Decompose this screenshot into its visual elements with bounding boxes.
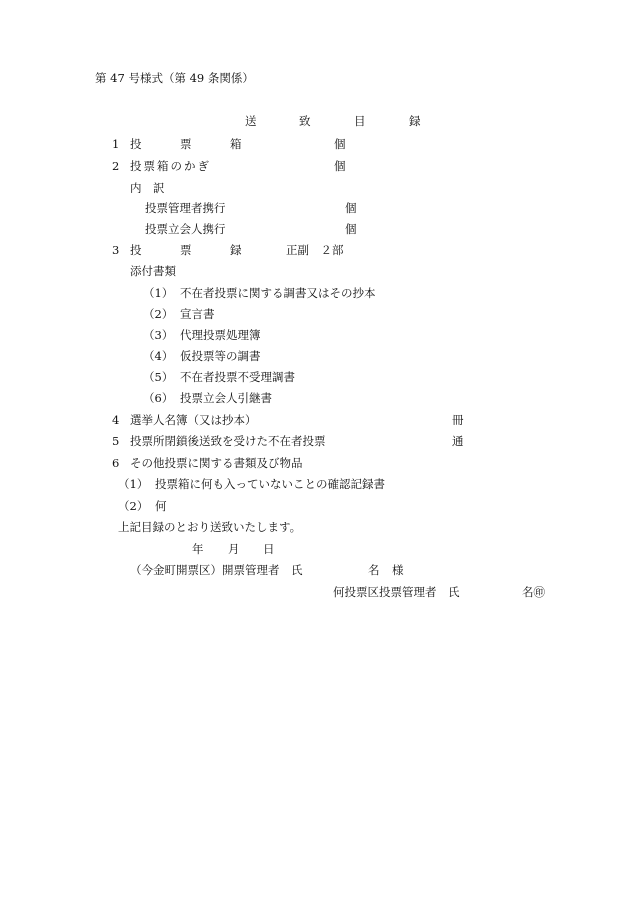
attachment-text: 投票立会人引継書 — [180, 391, 272, 405]
breakdown-label: 内 訳 — [130, 181, 165, 195]
attachments-label: 添付書類 — [130, 264, 176, 278]
item-2-number: 2 — [112, 159, 120, 173]
item-3-number: 3 — [112, 243, 120, 257]
sender-text: 何投票区投票管理者 氏 — [333, 585, 460, 599]
closing-statement: 上記目録のとおり送致いたします。 — [118, 520, 302, 534]
item-4-number: 4 — [112, 413, 120, 427]
sub-item-text: 投票箱に何も入っていないことの確認記録書 — [155, 477, 385, 491]
item-2-label: 投票箱のかぎ — [130, 159, 211, 173]
title-char-4: 録 — [409, 114, 421, 128]
item-3-label-char-1: 投 — [130, 243, 142, 257]
sub-item-number: （1） — [118, 477, 149, 491]
item-3-label-char-2: 票 — [180, 243, 192, 257]
title-char-1: 送 — [245, 114, 257, 128]
sub-item-text: 何 — [155, 499, 167, 513]
item-1-number: 1 — [112, 137, 120, 151]
item-5-number: 5 — [112, 434, 120, 448]
title-char-3: 目 — [354, 114, 366, 128]
item-5-unit: 通 — [452, 434, 464, 448]
attachment-number: （6） — [143, 391, 174, 405]
sub-item-number: （2） — [118, 499, 149, 513]
attachment-number: （3） — [143, 328, 174, 342]
attachment-text: 不在者投票に関する調書又はその抄本 — [180, 286, 376, 300]
attachment-number: （2） — [143, 307, 174, 321]
recipient-honorific: 様 — [392, 563, 404, 577]
breakdown-row-1-unit: 個 — [345, 201, 357, 215]
item-1-unit: 個 — [334, 137, 346, 151]
recipient-text: （今金町開票区）開票管理者 氏 — [130, 563, 303, 577]
item-3-copies: 正副 ２部 — [286, 243, 344, 257]
item-3-label-char-3: 録 — [230, 243, 242, 257]
item-1-label-char-2: 票 — [180, 137, 192, 151]
attachment-text: 不在者投票不受理調書 — [180, 370, 295, 384]
attachment-number: （4） — [143, 349, 174, 363]
item-2-unit: 個 — [334, 159, 346, 173]
date-year: 年 — [192, 542, 204, 556]
item-1-label-char-1: 投 — [130, 137, 142, 151]
sender-name-seal: 名㊞ — [522, 585, 545, 599]
item-5-label: 投票所閉鎖後送致を受けた不在者投票 — [130, 434, 326, 448]
item-6-label: その他投票に関する書類及び物品 — [130, 456, 303, 470]
breakdown-row-1-label: 投票管理者携行 — [145, 201, 226, 215]
item-4-label: 選挙人名簿（又は抄本） — [130, 413, 257, 427]
item-4-unit: 冊 — [452, 413, 464, 427]
attachment-text: 宣言書 — [180, 307, 215, 321]
attachment-number: （1） — [143, 286, 174, 300]
attachment-text: 仮投票等の調書 — [180, 349, 261, 363]
form-number: 第 47 号様式（第 49 条関係） — [95, 71, 254, 85]
attachment-number: （5） — [143, 370, 174, 384]
breakdown-row-2-label: 投票立会人携行 — [145, 222, 226, 236]
recipient-name: 名 — [368, 563, 380, 577]
date-day: 日 — [263, 542, 275, 556]
breakdown-row-2-unit: 個 — [345, 222, 357, 236]
title-char-2: 致 — [299, 114, 311, 128]
attachment-text: 代理投票処理簿 — [180, 328, 261, 342]
item-1-label-char-3: 箱 — [230, 137, 242, 151]
date-month: 月 — [228, 542, 240, 556]
item-6-number: 6 — [112, 456, 120, 470]
